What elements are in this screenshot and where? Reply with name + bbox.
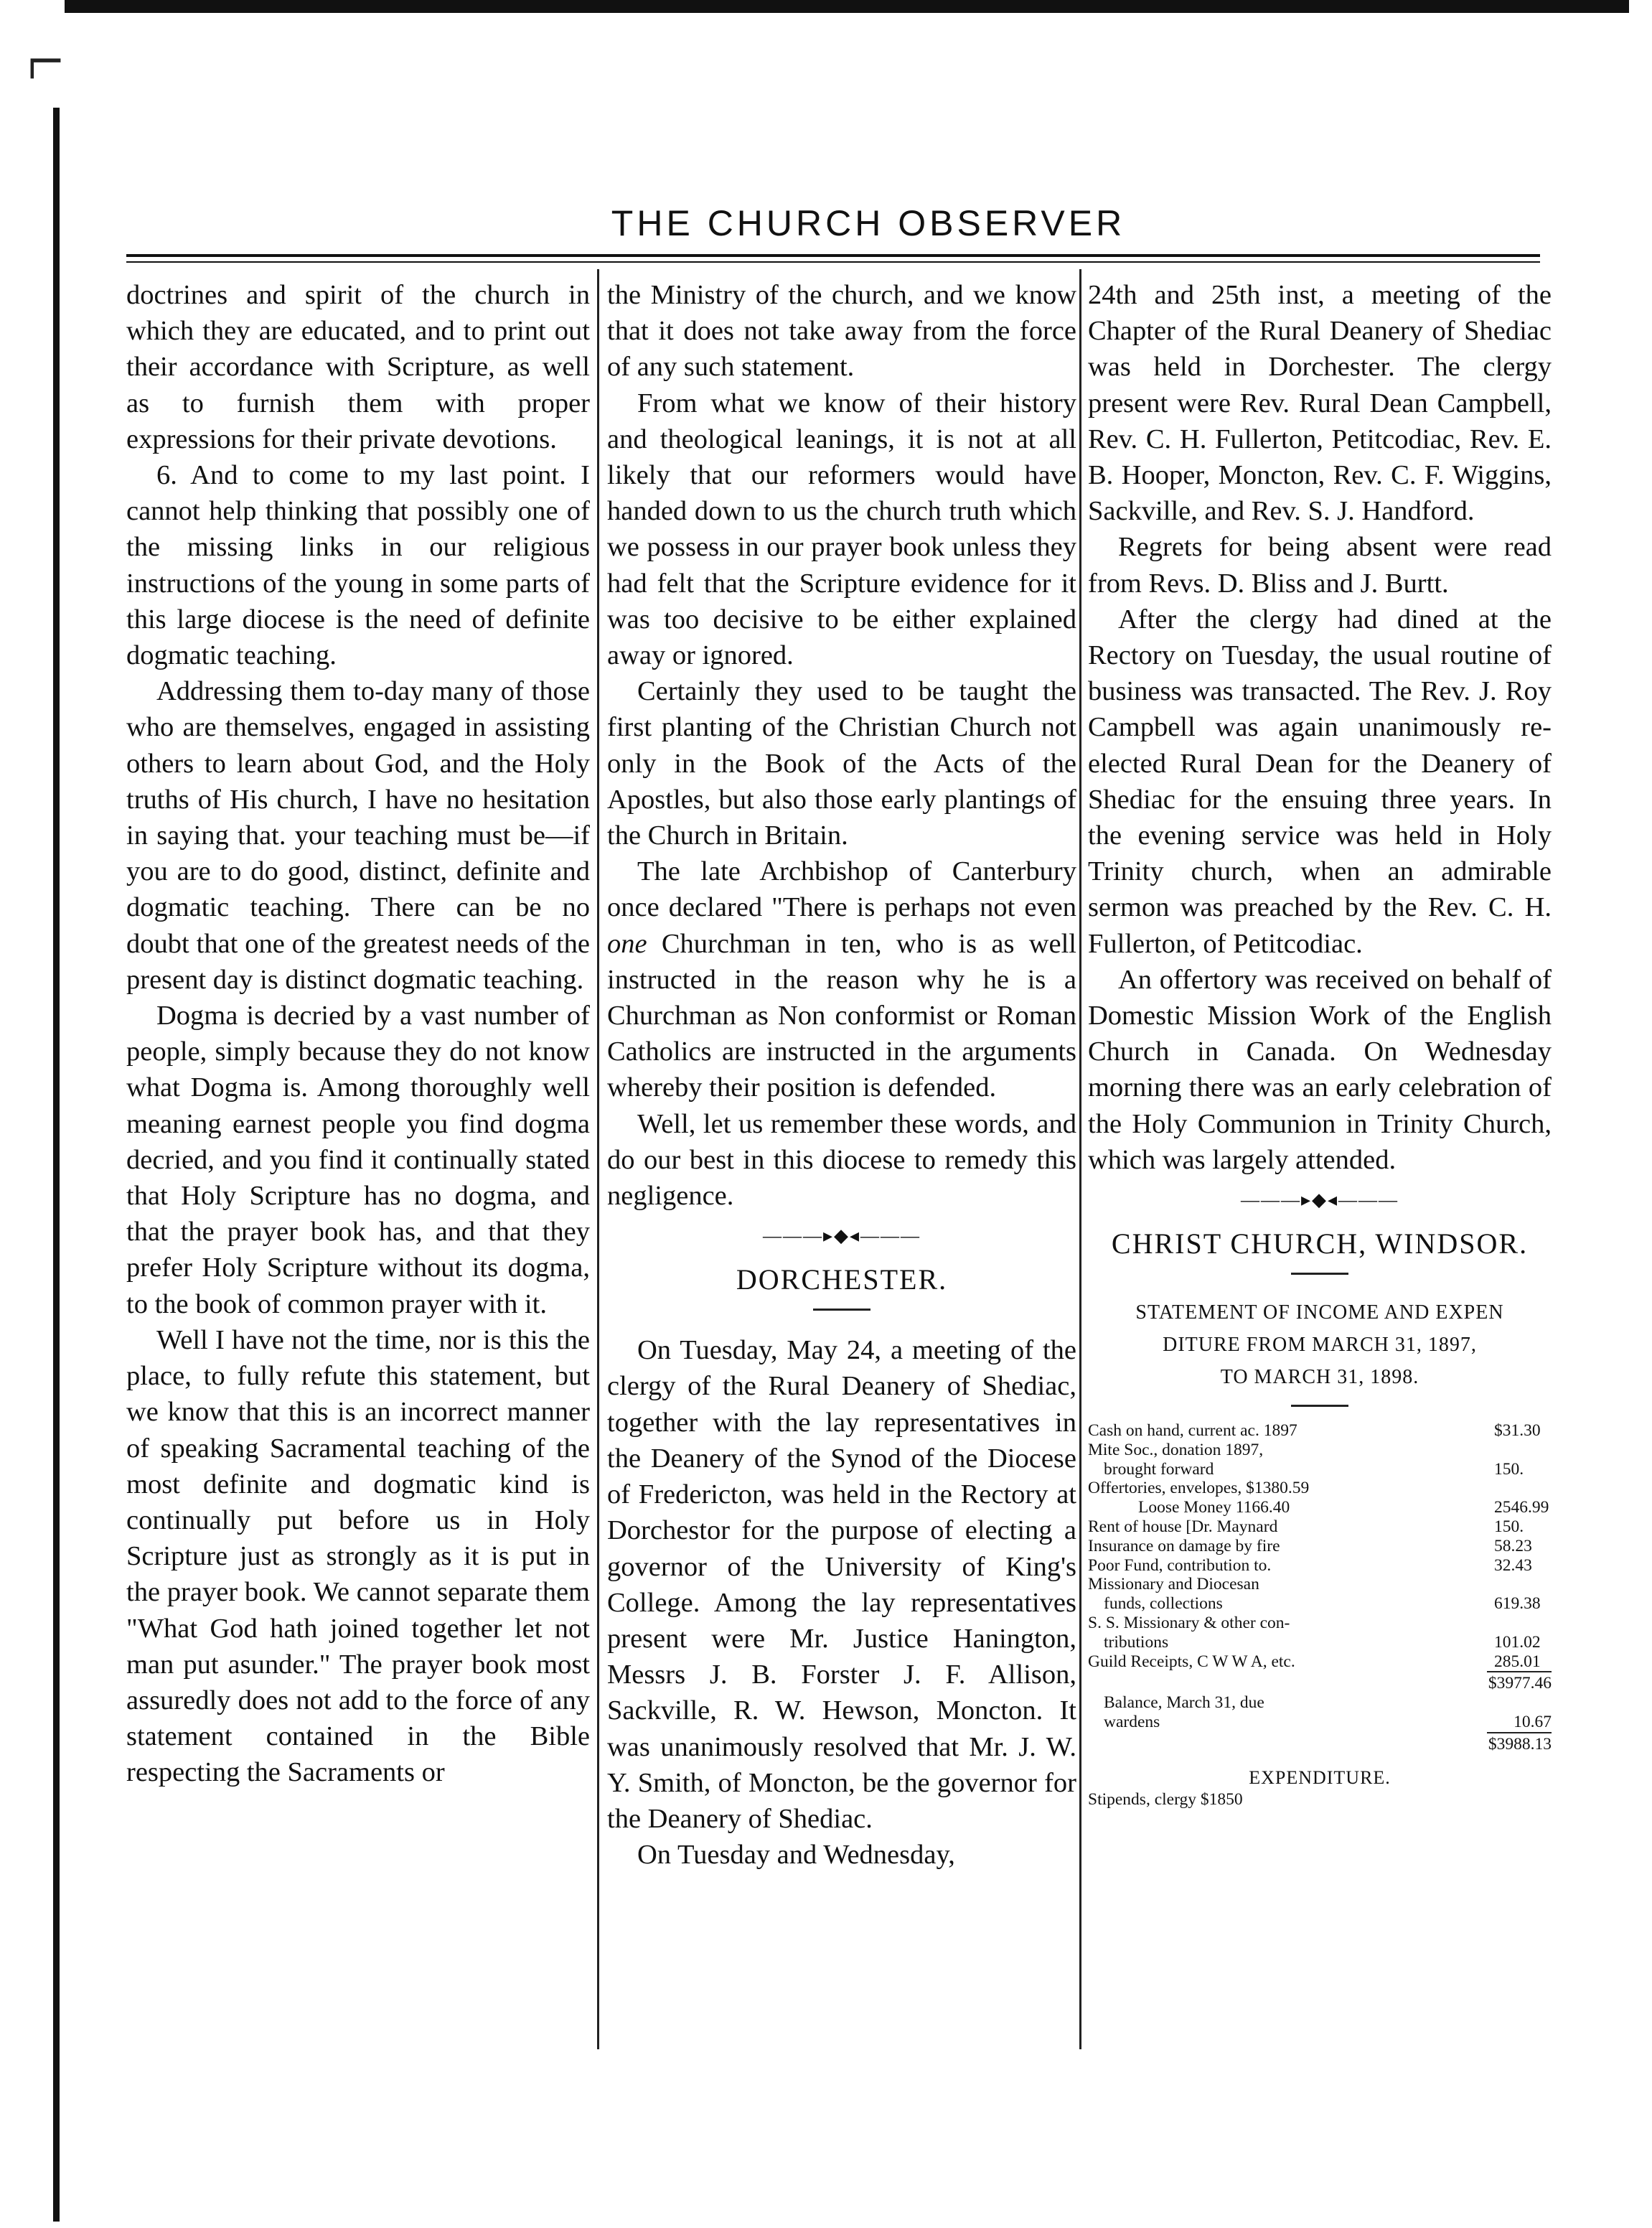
col2-paragraph: Well, let us remember these words, and do our best in this diocese to remedy this negligence. [607, 1108, 1076, 1212]
ledger-subtotal-row [1088, 1671, 1552, 1693]
scan-corner-mark: ⌐ [27, 17, 64, 103]
statement-rule [1291, 1405, 1348, 1407]
col1-paragraph: doctrines and spirit of the church in which they are educated, and to print out their accordance with Scripture, as well as to furnish them with proper expressions for their private devotions. [126, 280, 590, 454]
ledger-row [1088, 1575, 1552, 1594]
col2-paragraph-archbishop: The late Archbishop of Canterbury once declared "There is perhaps not even one Churchman in ten, who is as well instructed in the reason why he is a Churchman as Non conformist or Roman Catholics are instructed in the arguments whereby their position is defended. [607, 856, 1076, 1103]
ledger-row [1088, 1479, 1552, 1498]
column-rule-1 [597, 269, 599, 2049]
ledger-description: brought forward [1104, 1459, 1214, 1479]
ledger-amount: 101.02 [1494, 1632, 1541, 1652]
statement-heading: STATEMENT OF INCOME AND EXPEN DITURE FROM MARCH 31, 1897, TO MARCH 31, 1898. [1135, 1301, 1504, 1389]
running-head-title: THE CHURCH OBSERVER [611, 203, 1126, 243]
section-separator: ———▸◆◂——— [1240, 1189, 1399, 1211]
ledger-description: Insurance on damage by fire [1088, 1536, 1280, 1555]
col3-paragraph: Regrets for being absent were read from Revs. D. Bliss and J. Burtt. [1088, 532, 1552, 599]
col2-paragraph: Certainly they used to be taught the first planting of the Christian Church not only in the Book of the Acts of the Apostles, but also those early plantings of the Church in Britain. [607, 676, 1076, 851]
ledger-description: Cash on hand, current ac. 1897 [1088, 1421, 1297, 1441]
col2-paragraph: On Tuesday, May 24, a meeting of the clergy of the Rural Deanery of Shediac, together with the lay representatives in the Deanery of the Synod of the Diocese of Fredericton, was held in the Rectory at Dorchestor for the purpose of electing a governor of the University of King's College. Among the lay representatives present were Mr. Justice Hanington, Messrs J. B. Forster J. F. Allison, Sackville, R. W. Hewson, Moncton. It was unanimously resolved that Mr. J. W. Y. Smith, of Moncton, be the governor for the Deanery of Shediac. [607, 1335, 1076, 1834]
ledger-amount: 285.01 [1494, 1652, 1541, 1671]
col1-paragraph: Well I have not the time, nor is this the place, to fully refute this statement, but we know that this is an incorrect manner of speaking Sacramental teaching of the most definite and dogmatic kind is continually put before us in Holy Scripture just as strongly as it is put in the prayer book. We cannot separate them "What God hath joined together let not man put asunder." The prayer book most assuredly does not add to the force of any statement contained in the Bible respecting the Sacraments or [126, 1324, 590, 1788]
col1-paragraph: Addressing them to-day many of those who are themselves, engaged in assisting others to learn about God, and the Holy truths of His church, I have no hesitation in saying that. your teaching must be—if you are to do good, distinct, definite and dogmatic teaching. There can be no doubt that one of the greatest needs of the present day is distinct dogmatic teaching. [126, 676, 590, 995]
ledger-description: Offertories, envelopes, $1380.59 [1088, 1479, 1310, 1498]
ledger-totals [1088, 1671, 1552, 1754]
col2-paragraph: the Ministry of the church, and we know that it does not take away from the force of any such statement. [607, 280, 1076, 383]
heading-rule [1291, 1273, 1348, 1275]
ledger-row [1088, 1537, 1552, 1556]
ledger-description: Rent of house [Dr. Maynard [1088, 1517, 1278, 1537]
ledger-row [1088, 1556, 1552, 1576]
heading-dorchester: DORCHESTER. [736, 1263, 948, 1296]
col2-paragraph: On Tuesday and Wednesday, [637, 1840, 955, 1871]
header-rule-thin [126, 261, 1540, 263]
column-rule-2 [1079, 269, 1081, 2049]
column-3 [1088, 277, 1552, 1809]
ledger-description: funds, collections [1104, 1594, 1223, 1614]
ledger-row [1088, 1652, 1552, 1672]
heading-rule [813, 1309, 870, 1311]
heading-christ-church-windsor: CHRIST CHURCH, WINDSOR. [1111, 1227, 1529, 1260]
section-separator: ———▸◆◂——— [762, 1225, 921, 1247]
ledger-description: Guild Receipts, C W W A, etc. [1088, 1652, 1295, 1671]
ledger-amount: 150. [1494, 1459, 1524, 1479]
ledger-description: tributions [1104, 1632, 1169, 1652]
scan-top-band [65, 0, 1629, 13]
ledger-row [1088, 1594, 1552, 1614]
expenditure-heading: EXPENDITURE. [1249, 1766, 1391, 1788]
ledger-amount: 150. [1494, 1517, 1524, 1537]
ledger-amount: 2546.99 [1494, 1498, 1549, 1517]
ledger-description: Poor Fund, contribution to. [1088, 1555, 1272, 1575]
col3-paragraph: An offertory was received on behalf of Domestic Mission Work of the English Church in Canada. On Wednesday morning there was an early celebration of the Holy Communion in Trinity Church, which was largely attended. [1088, 964, 1552, 1175]
column-1 [126, 277, 590, 1791]
ledger-balance-row: wardens 10.67 [1104, 1713, 1552, 1732]
ledger-row [1088, 1633, 1552, 1652]
col2-paragraph: From what we know of their history and theological leanings, it is not at all likely that our reformers would have handed down to us the church truth which we possess in our prayer book unless they had felt that the Scripture evidence for it was too decisive to be either explained away or ignored. [607, 388, 1076, 671]
col3-paragraph: After the clergy had dined at the Rectory on Tuesday, the usual routine of business was transacted. The Rev. J. Roy Campbell was again unanimously re-elected Rural Dean for the Deanery of Shediac for the ensuing three years. In the evening service was held in Holy Trinity church, when an admirable sermon was preached by the Rev. C. H. Fullerton, of Petitcodiac. [1088, 604, 1552, 959]
column-2 [607, 277, 1076, 1873]
ledger-grand-total-row [1088, 1732, 1552, 1754]
ledger-description: S. S. Missionary & other con- [1088, 1614, 1290, 1633]
ledger-grand-total: $3988.13 [1488, 1734, 1552, 1754]
ledger-row [1088, 1421, 1552, 1441]
ledger-row [1088, 1498, 1552, 1517]
ledger-amount: 58.23 [1494, 1536, 1532, 1555]
col1-paragraph: 6. And to come to my last point. I cannot help thinking that possibly one of the missing links in our religious instructions of the young in some parts of this large diocese is the need of definite dogmatic teaching. [126, 460, 590, 671]
ledger-balance-row: Balance, March 31, due [1104, 1693, 1264, 1713]
ledger-row [1088, 1614, 1552, 1633]
ledger-description: Mite Soc., donation 1897, [1088, 1440, 1264, 1459]
ledger-amount: 32.43 [1494, 1555, 1532, 1575]
ledger-amount: 619.38 [1494, 1594, 1541, 1614]
balance-amount: 10.67 [1513, 1713, 1552, 1732]
emphasis-one: one [607, 928, 647, 959]
ledger-row [1088, 1460, 1552, 1479]
income-ledger [1088, 1421, 1552, 1671]
ledger-description: Missionary and Diocesan [1088, 1575, 1259, 1594]
header-rule-thick [126, 254, 1540, 257]
ledger-subtotal: $3977.46 [1488, 1674, 1552, 1693]
ledger-description: Loose Money 1166.40 [1138, 1498, 1290, 1517]
col1-paragraph: Dogma is decried by a vast number of people, simply because they do not know what Dogma is. Among thoroughly well meaning earnest people you find dogma decried, and you find it continually stated that Holy Scripture has no dogma, and that the prayer book has, and that they prefer Holy Scripture without its dogma, to the book of common prayer with it. [126, 1001, 590, 1319]
ledger-row [1088, 1441, 1552, 1460]
stipends-line: Stipends, clergy $1850 [1088, 1789, 1243, 1809]
col3-paragraph: 24th and 25th inst, a meeting of the Chapter of the Rural Deanery of Shediac was held in Dorchester. The clergy present were Rev. Rural Dean Campbell, Rev. C. H. Fullerton, Petitcodiac, Rev. E. B. Hooper, Moncton, Rev. C. F. Wiggins, Sackville, and Rev. S. J. Handford. [1088, 280, 1552, 527]
ledger-row [1088, 1517, 1552, 1537]
ledger-amount: $31.30 [1494, 1421, 1541, 1441]
scan-left-margin-rule [53, 108, 60, 2222]
